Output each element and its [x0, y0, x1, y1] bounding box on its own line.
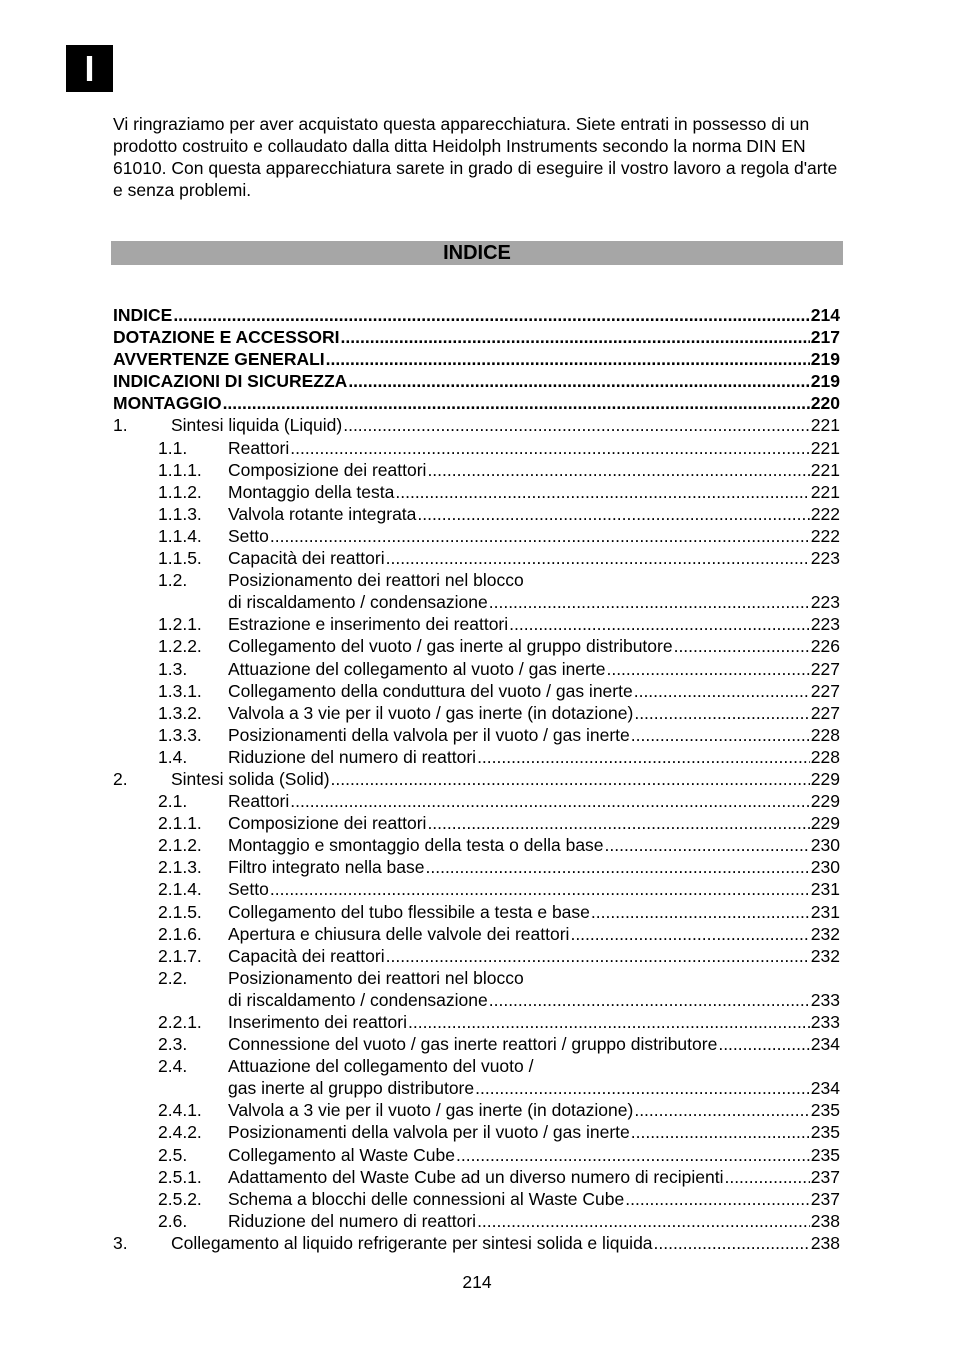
toc-entry-page: 233: [810, 1012, 840, 1032]
toc-entry-title: INDICAZIONI DI SICUREZZA: [113, 371, 348, 392]
toc-entry[interactable]: [113, 348, 840, 370]
toc-entry[interactable]: [113, 503, 840, 525]
toc-entry-title: Valvola a 3 vie per il vuoto / gas inerte (in dotazione): [228, 702, 634, 723]
toc-dot-leader: [631, 1121, 810, 1143]
toc-entry[interactable]: [113, 1099, 840, 1121]
toc-entry[interactable]: [113, 834, 840, 856]
toc-entry[interactable]: [113, 1033, 840, 1055]
toc-entry[interactable]: [113, 1055, 840, 1077]
toc-entry-number: 2.: [113, 768, 128, 789]
toc-dot-leader: [270, 525, 810, 547]
toc-entry-title: Adattamento del Waste Cube ad un diverso numero di recipienti: [228, 1166, 724, 1187]
toc-dot-leader: [475, 1077, 810, 1099]
section-title-bar: [111, 241, 843, 265]
toc-dot-leader: [386, 547, 810, 569]
toc-dot-leader: [724, 1166, 809, 1188]
toc-entry-page: 223: [810, 614, 840, 635]
toc-dot-leader: [270, 878, 810, 900]
toc-entry-number: 1.3.3.: [158, 724, 202, 745]
toc-dot-leader: [674, 635, 810, 657]
toc-entry-title: Composizione dei reattori: [228, 813, 427, 834]
toc-entry[interactable]: [113, 1077, 840, 1099]
toc-entry-title: AVVERTENZE GENERALI: [113, 349, 325, 370]
toc-entry[interactable]: [113, 812, 840, 834]
toc-entry-title: Montaggio della testa: [228, 481, 395, 502]
toc-dot-leader: [427, 812, 809, 834]
toc-entry-number: 2.4.1.: [158, 1100, 202, 1121]
toc-entry-number: 1.2.: [158, 570, 188, 591]
toc-dot-leader: [395, 481, 809, 503]
toc-entry-title: Inserimento dei reattori: [228, 1012, 407, 1032]
toc-entry[interactable]: [113, 1188, 840, 1210]
toc-entry-title: Posizionamento dei reattori nel blocco: [228, 570, 524, 591]
toc-entry-number: 2.2.1.: [158, 1012, 202, 1032]
toc-dot-leader: [426, 856, 810, 878]
toc-dot-leader: [606, 658, 809, 680]
toc-entry-page: 234: [810, 1034, 840, 1055]
toc-entry-title: Collegamento della conduttura del vuoto / gas inerte: [228, 680, 633, 701]
toc-entry-page: 229: [810, 813, 840, 834]
toc-entry[interactable]: [113, 635, 840, 657]
toc-entry-title: Reattori: [228, 437, 290, 458]
toc-entry[interactable]: [113, 856, 840, 878]
toc-entry-page: 237: [810, 1166, 840, 1187]
toc-entry-title: Valvola a 3 vie per il vuoto / gas inerte (in dotazione): [228, 1100, 634, 1121]
toc-dot-leader: [634, 1099, 809, 1121]
toc-entry-title: Setto: [228, 879, 269, 900]
toc-entry-title: DOTAZIONE E ACCESSORI: [113, 327, 340, 348]
toc-entry-title: di riscaldamento / condensazione: [228, 989, 488, 1010]
toc-entry[interactable]: [113, 923, 840, 945]
toc-entry-number: 2.6.: [158, 1210, 188, 1231]
toc-entry-page: 235: [810, 1144, 840, 1165]
toc-dot-leader: [477, 746, 810, 768]
toc-entry-page: 221: [810, 481, 840, 502]
toc-entry-page: 238: [810, 1232, 840, 1253]
toc-entry-page: 221: [810, 415, 840, 436]
toc-entry-page: 222: [810, 525, 840, 546]
toc-dot-leader: [408, 1011, 810, 1033]
page-number: 214: [462, 1272, 492, 1292]
toc-entry-number: 2.1.2.: [158, 835, 202, 856]
toc-dot-leader: [223, 392, 810, 414]
toc-entry-title: Attuazione del collegamento al vuoto / gas inerte: [228, 658, 606, 679]
toc-entry-page: 228: [810, 746, 840, 767]
toc-entry-page: 220: [810, 393, 840, 414]
toc-entry-number: 2.5.1.: [158, 1166, 202, 1187]
toc-entry-number: 2.4.: [158, 1056, 188, 1077]
toc-entry-title: Montaggio e smontaggio della testa o della base: [228, 835, 604, 856]
toc-entry-title: Composizione dei reattori: [228, 459, 427, 480]
toc-entry-title: Collegamento del tubo flessibile a testa e base: [228, 901, 590, 922]
toc-entry[interactable]: [113, 1210, 840, 1232]
toc-entry-page: 223: [810, 592, 840, 613]
toc-entry-number: 1.: [113, 415, 128, 436]
toc-entry-number: 1.1.1.: [158, 459, 202, 480]
toc-entry-page: 233: [810, 989, 840, 1010]
toc-entry-title: Posizionamento dei reattori nel blocco: [228, 967, 524, 988]
toc-entry-title: Attuazione del collegamento del vuoto /: [228, 1056, 534, 1077]
toc-entry-title: Collegamento del vuoto / gas inerte al gruppo distributore: [228, 636, 673, 657]
toc-entry-title: Apertura e chiusura delle valvole dei reattori: [228, 923, 570, 944]
toc-entry[interactable]: [113, 967, 840, 989]
toc-entry-number: 2.1.1.: [158, 813, 202, 834]
toc-entry[interactable]: [113, 989, 840, 1011]
toc-entry-page: 232: [810, 923, 840, 944]
toc-entry-page: 219: [810, 371, 840, 392]
toc-entry[interactable]: [113, 1121, 840, 1143]
toc-entry-number: 2.1.3.: [158, 857, 202, 878]
toc-entry[interactable]: [113, 591, 840, 613]
toc-entry-title: INDICE: [113, 305, 173, 325]
toc-entry-title: Collegamento al liquido refrigerante per sintesi solida e liquida: [171, 1232, 653, 1253]
toc-entry-number: 2.4.2.: [158, 1122, 202, 1143]
toc-dot-leader: [570, 923, 809, 945]
toc-entry-page: 228: [810, 724, 840, 745]
toc-dot-leader: [417, 503, 809, 525]
toc-entry-title: Reattori: [228, 791, 290, 812]
toc-entry-page: 223: [810, 548, 840, 569]
toc-entry-title: Posizionamenti della valvola per il vuoto / gas inerte: [228, 724, 630, 745]
toc-entry-page: 231: [810, 879, 840, 900]
toc-dot-leader: [509, 613, 810, 635]
toc-entry-title: Valvola rotante integrata: [228, 503, 417, 524]
toc-entry-number: 2.5.2.: [158, 1188, 202, 1209]
toc-entry[interactable]: [113, 702, 840, 724]
toc-entry[interactable]: [113, 613, 840, 635]
toc-entry[interactable]: [113, 370, 840, 392]
toc-entry-number: 1.4.: [158, 746, 188, 767]
toc-entry-title: Estrazione e inserimento dei reattori: [228, 614, 509, 635]
toc-entry-title: Posizionamenti della valvola per il vuoto / gas inerte: [228, 1122, 630, 1143]
toc-entry-title: Connessione del vuoto / gas inerte reattori / gruppo distributore: [228, 1034, 718, 1055]
toc-entry-number: 1.1.2.: [158, 481, 202, 502]
toc-entry[interactable]: [113, 304, 840, 326]
toc-entry-number: 1.1.4.: [158, 525, 202, 546]
toc-entry-page: 219: [810, 349, 840, 370]
toc-entry-page: 237: [810, 1188, 840, 1209]
toc-entry-number: 2.1.4.: [158, 879, 202, 900]
toc-dot-leader: [489, 591, 810, 613]
toc-entry-page: 227: [810, 702, 840, 723]
toc-entry-title: di riscaldamento / condensazione: [228, 592, 488, 613]
toc-entry[interactable]: [113, 459, 840, 481]
toc-entry[interactable]: [113, 790, 840, 812]
toc-entry[interactable]: [113, 878, 840, 900]
toc-entry-number: 1.1.3.: [158, 503, 202, 524]
toc-entry-title: Sintesi solida (Solid): [171, 768, 330, 789]
toc-entry-page: 221: [810, 459, 840, 480]
toc-entry[interactable]: [113, 414, 840, 436]
toc-entry-number: 1.3.1.: [158, 680, 202, 701]
toc-entry-number: 1.1.: [158, 437, 188, 458]
toc-entry-page: 235: [810, 1122, 840, 1143]
toc-dot-leader: [173, 304, 809, 326]
toc-entry-number: 1.3.2.: [158, 702, 202, 723]
toc-entry[interactable]: [113, 525, 840, 547]
toc-dot-leader: [456, 1144, 810, 1166]
toc-entry[interactable]: [113, 945, 840, 967]
intro-paragraph: Vi ringraziamo per aver acquistato questa apparecchiatura. Siete entrati in possesso di un prodotto costruito e collaudato dalla ditta Heidolph Instruments secondo la norma DIN EN 61010. Con questa apparecchiatura sarete in grado di eseguire il vostro lavoro a regola d'arte e senza problemi.: [113, 114, 838, 200]
toc-entry-number: 2.1.7.: [158, 945, 202, 966]
section-title: INDICE: [443, 242, 511, 264]
toc-entry-number: 3.: [113, 1232, 128, 1253]
toc-dot-leader: [634, 680, 810, 702]
toc-entry[interactable]: [113, 1166, 840, 1188]
toc-dot-leader: [625, 1188, 810, 1210]
toc-entry[interactable]: [113, 1144, 840, 1166]
toc-dot-leader: [290, 790, 810, 812]
toc-entry[interactable]: [113, 569, 840, 591]
toc-dot-leader: [386, 945, 810, 967]
toc-dot-leader: [331, 768, 810, 790]
toc-entry[interactable]: [113, 392, 840, 414]
toc-entry-number: 2.2.: [158, 967, 188, 988]
toc-entry-page: 214: [810, 305, 840, 325]
toc-entry-page: 232: [810, 945, 840, 966]
toc-entry-title: Riduzione del numero di reattori: [228, 1210, 477, 1231]
toc-dot-leader: [341, 326, 810, 348]
toc-entry-title: gas inerte al gruppo distributore: [228, 1078, 475, 1099]
toc-dot-leader: [631, 724, 810, 746]
toc-dot-leader: [654, 1232, 810, 1254]
toc-entry-number: 1.2.1.: [158, 614, 202, 635]
toc-entry-number: 2.5.: [158, 1144, 188, 1165]
toc-entry-page: 222: [810, 503, 840, 524]
toc-entry-title: Sintesi liquida (Liquid): [171, 415, 343, 436]
toc-entry-page: 227: [810, 680, 840, 701]
table-of-contents: [113, 304, 840, 1254]
toc-dot-leader: [348, 370, 809, 392]
toc-entry-page: 229: [810, 791, 840, 812]
toc-entry-title: Capacità dei reattori: [228, 945, 385, 966]
toc-entry-title: Schema a blocchi delle connessioni al Waste Cube: [228, 1188, 625, 1209]
toc-entry-page: 217: [810, 327, 840, 348]
toc-entry-title: Filtro integrato nella base: [228, 857, 425, 878]
toc-entry[interactable]: [113, 1011, 840, 1033]
toc-entry-title: Setto: [228, 525, 269, 546]
toc-dot-leader: [489, 989, 810, 1011]
toc-entry-page: 230: [810, 835, 840, 856]
toc-entry-page: 231: [810, 901, 840, 922]
toc-dot-leader: [290, 437, 810, 459]
toc-entry[interactable]: [113, 746, 840, 768]
toc-dot-leader: [634, 702, 809, 724]
toc-entry-number: 2.1.5.: [158, 901, 202, 922]
toc-entry-title: Collegamento al Waste Cube: [228, 1144, 455, 1165]
toc-entry-number: 2.3.: [158, 1034, 188, 1055]
toc-entry-page: 227: [810, 658, 840, 679]
toc-dot-leader: [605, 834, 810, 856]
toc-dot-leader: [718, 1033, 809, 1055]
toc-entry-page: 234: [810, 1078, 840, 1099]
toc-entry[interactable]: [113, 547, 840, 569]
toc-entry[interactable]: [113, 481, 840, 503]
toc-dot-leader: [477, 1210, 810, 1232]
toc-entry-title: MONTAGGIO: [113, 393, 222, 414]
toc-entry[interactable]: [113, 768, 840, 790]
language-badge: I: [66, 45, 113, 92]
toc-entry[interactable]: [113, 326, 840, 348]
toc-dot-leader: [343, 414, 810, 436]
toc-entry[interactable]: [113, 658, 840, 680]
toc-entry[interactable]: [113, 1232, 840, 1254]
toc-entry-number: 1.2.2.: [158, 636, 202, 657]
toc-entry[interactable]: [113, 680, 840, 702]
toc-entry-page: 229: [810, 768, 840, 789]
toc-entry[interactable]: [113, 437, 840, 459]
toc-entry[interactable]: [113, 724, 840, 746]
toc-dot-leader: [427, 459, 809, 481]
toc-entry-number: 2.1.: [158, 791, 188, 812]
toc-entry-number: 1.1.5.: [158, 548, 202, 569]
toc-entry-page: 221: [810, 437, 840, 458]
toc-entry-page: 226: [810, 636, 840, 657]
toc-entry-number: 1.3.: [158, 658, 188, 679]
toc-entry[interactable]: [113, 901, 840, 923]
toc-entry-number: 2.1.6.: [158, 923, 202, 944]
toc-entry-title: Riduzione del numero di reattori: [228, 746, 477, 767]
toc-entry-page: 230: [810, 857, 840, 878]
toc-entry-page: 238: [810, 1210, 840, 1231]
toc-entry-page: 235: [810, 1100, 840, 1121]
toc-dot-leader: [326, 348, 810, 370]
toc-dot-leader: [591, 901, 810, 923]
toc-entry-title: Capacità dei reattori: [228, 548, 385, 569]
